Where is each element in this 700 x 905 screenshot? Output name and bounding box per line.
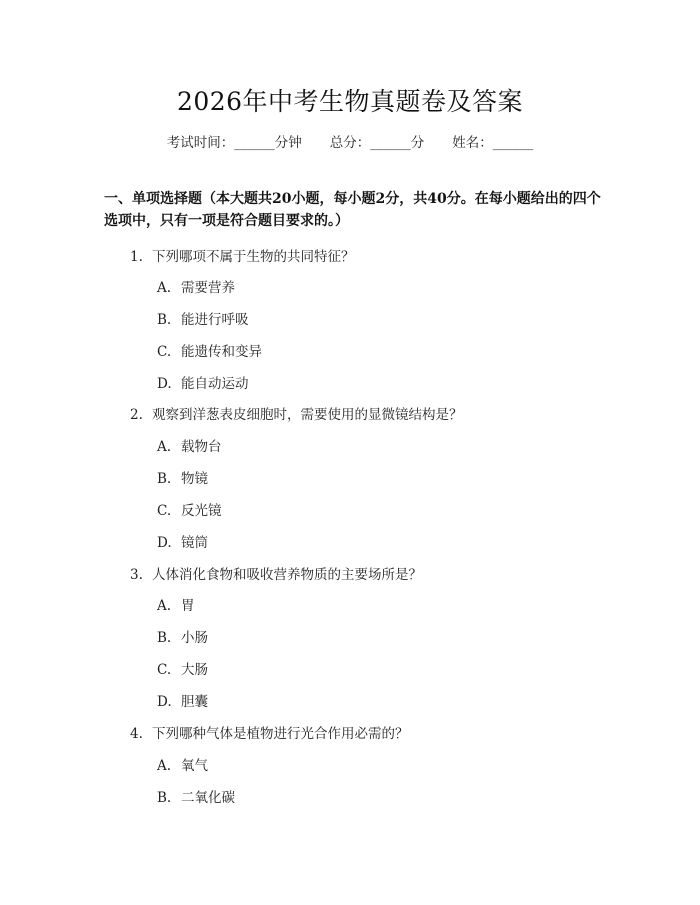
option xyxy=(157,754,208,774)
exam-meta xyxy=(0,131,700,151)
option xyxy=(157,340,262,360)
question-text: 下列哪种气体是植物进行光合作用必需的？ xyxy=(152,726,409,742)
question-text: 人体消化食物和吸收营养物质的主要场所是？ xyxy=(152,567,422,583)
option xyxy=(157,435,222,455)
option-label: A. xyxy=(157,758,172,774)
option-label: A. xyxy=(157,598,172,614)
option-label: D. xyxy=(157,376,172,392)
option-text: 能进行呼吸 xyxy=(181,312,249,328)
option-label: C. xyxy=(157,662,172,678)
option-label: B. xyxy=(157,790,172,806)
option xyxy=(157,499,222,519)
option xyxy=(157,467,208,487)
student-name: 姓名：______ xyxy=(452,135,534,151)
option xyxy=(157,308,249,328)
option xyxy=(157,531,208,551)
option-text: 载物台 xyxy=(181,439,222,455)
option xyxy=(157,372,249,392)
option-text: 需要营养 xyxy=(181,280,235,296)
option-text: 二氧化碳 xyxy=(181,790,235,806)
page-title: 2026年中考生物真题卷及答案 xyxy=(176,87,524,116)
exam-time: 考试时间：______分钟 xyxy=(166,135,302,151)
question xyxy=(130,403,463,423)
option-text: 能遗传和变异 xyxy=(181,344,262,360)
option xyxy=(157,626,208,646)
option-text: 镜筒 xyxy=(181,535,208,551)
option-text: 能自动运动 xyxy=(181,376,249,392)
option-label: D. xyxy=(157,694,172,710)
option-label: D. xyxy=(157,535,172,551)
option xyxy=(157,690,208,710)
option-label: C. xyxy=(157,503,172,519)
option-text: 胆囊 xyxy=(181,694,208,710)
question xyxy=(130,722,409,742)
option xyxy=(157,594,195,614)
option-label: A. xyxy=(157,439,172,455)
option-text: 大肠 xyxy=(181,662,208,678)
option-text: 氧气 xyxy=(181,758,208,774)
exam-total-score: 总分：______分 xyxy=(329,135,425,151)
option-label: B. xyxy=(157,630,172,646)
question-number: 2. xyxy=(130,407,143,423)
question-number: 3. xyxy=(130,567,143,583)
option-text: 胃 xyxy=(181,598,195,614)
option-label: B. xyxy=(157,312,172,328)
option xyxy=(157,276,235,296)
option-label: B. xyxy=(157,471,172,487)
option xyxy=(157,658,208,678)
question-number: 4. xyxy=(130,726,143,742)
question-number: 1. xyxy=(130,249,143,265)
option-text: 小肠 xyxy=(181,630,208,646)
question-text: 观察到洋葱表皮细胞时，需要使用的显微镜结构是？ xyxy=(152,407,463,423)
option-label: C. xyxy=(157,344,172,360)
option xyxy=(157,786,235,806)
question xyxy=(130,563,422,583)
option-text: 物镜 xyxy=(181,471,208,487)
section-heading: 一、单项选择题（本大题共20小题，每小题2分，共40分。在每小题给出的四个选项中，只有一项是符合题目要求的。） xyxy=(104,191,601,229)
question xyxy=(130,245,355,265)
option-label: A. xyxy=(157,280,172,296)
option-text: 反光镜 xyxy=(181,503,222,519)
question-text: 下列哪项不属于生物的共同特征？ xyxy=(152,249,355,265)
